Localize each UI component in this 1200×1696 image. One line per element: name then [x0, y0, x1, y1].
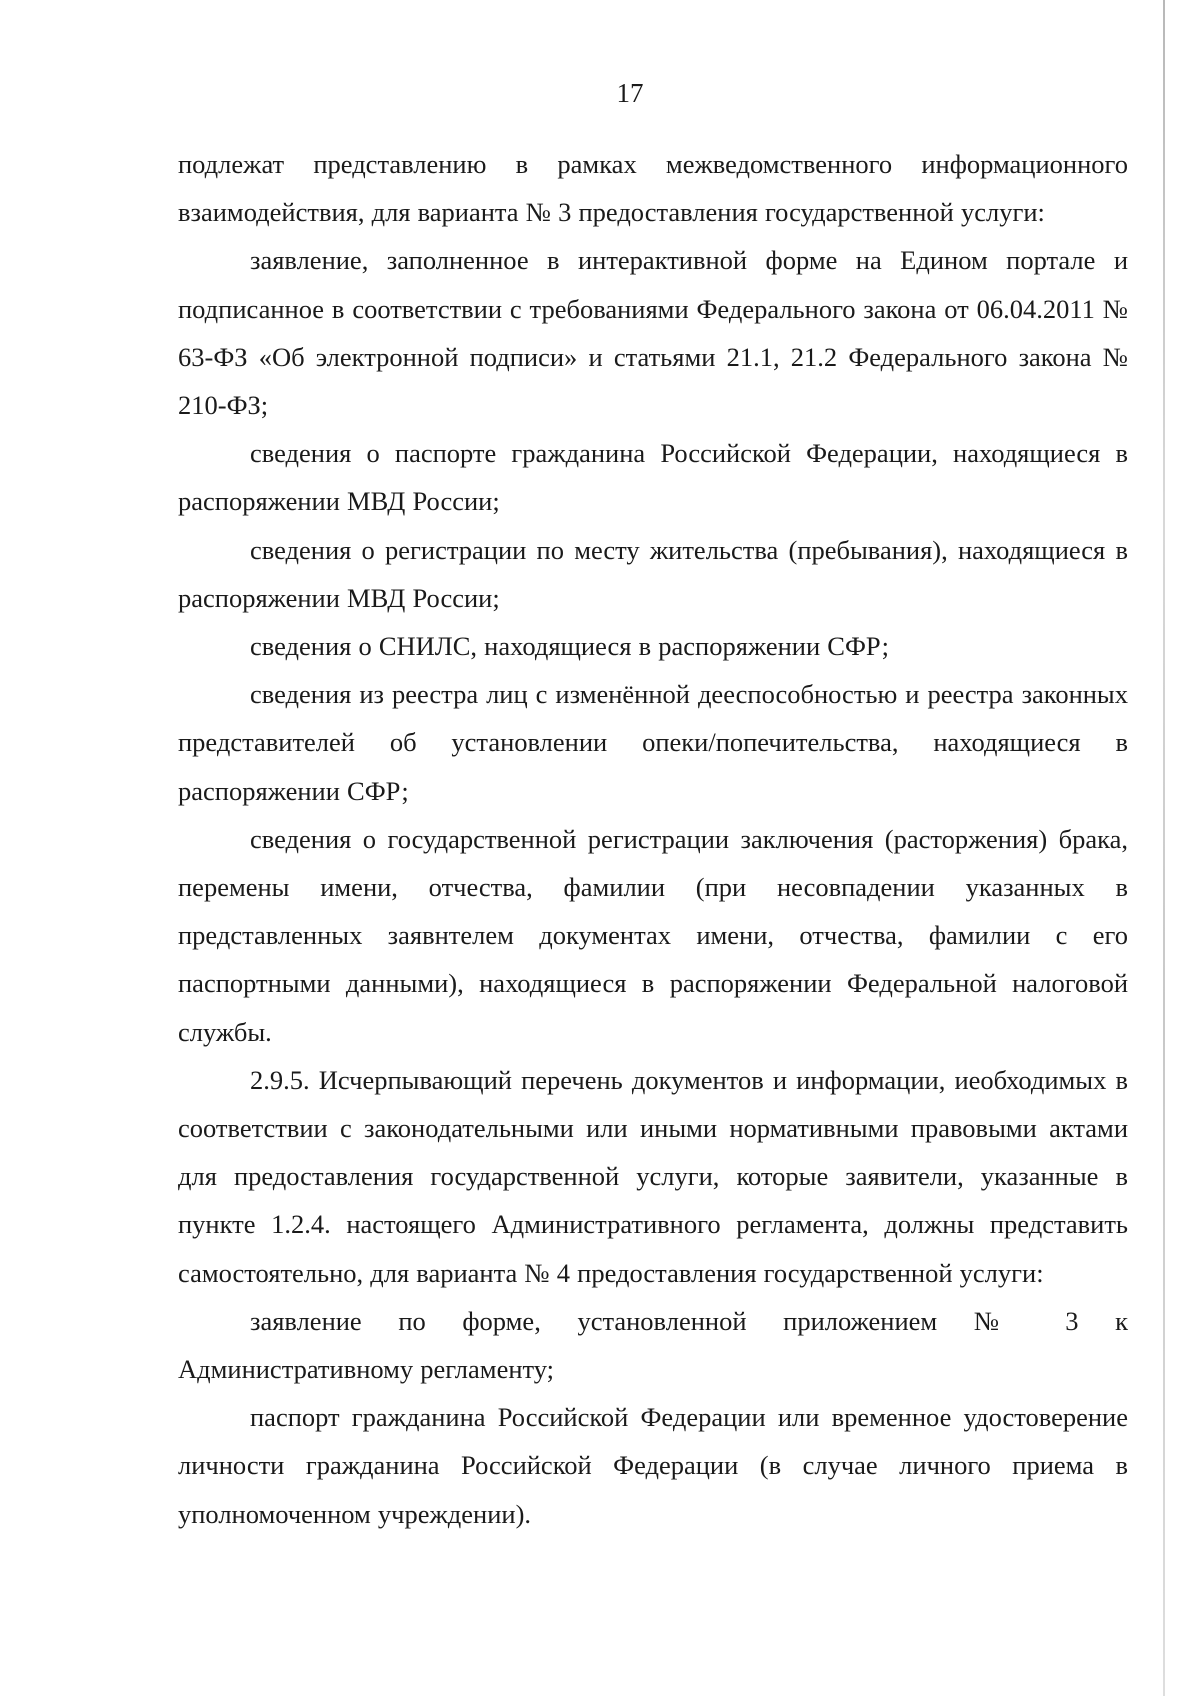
paragraph-6: сведения из реестра лиц с изменённой дееспособностью и реестра законных представителей об установлении опеки/попечительства, находящиеся в распоряжении СФР;	[178, 679, 1128, 806]
paragraph-3: сведения о паспорте гражданина Российской Федерации, находящиеся в распоряжении МВД России;	[178, 438, 1128, 517]
page-number: 17	[616, 78, 644, 108]
scan-edge-line	[1163, 0, 1165, 1696]
document-body	[178, 140, 1128, 1538]
paragraph-5: сведения о СНИЛС, находящиеся в распоряжении СФР;	[250, 631, 889, 662]
paragraph-7: сведения о государственной регистрации заключения (расторжения) брака, перемены имени, отчества, фамилии (при несовпадении указанных в представленных заявнтелем документах имени, отчества, фамилии с его паспортными данными), находящиеся в распоряжении Федеральной налоговой службы.	[178, 823, 1128, 1047]
paragraph-1: подлежат представлению в рамках межведомственного информационного взаимодействия, для варианта № 3 предоставления государственной услуги:	[178, 149, 1128, 228]
paragraph-4: сведения о регистрации по месту жительства (пребывания), находящиеся в распоряжении МВД России;	[178, 534, 1128, 613]
paragraph-9: заявление по форме, установленной приложением № 3 к Административному регламенту;	[178, 1305, 1128, 1385]
paragraph-8: 2.9.5. Исчерпывающий перечень документов и информации, иеобходимых в соответствии с законодательными или иными нормативными правовыми актами для предоставления государственной услуги, которые заявители, указанные в пункте 1.2.4. настоящего Административного регламента, должны представить самостоятельно, для варианта № 4 предоставления государственной услуги:	[178, 1064, 1128, 1288]
paragraph-10: паспорт гражданина Российской Федерации или временное удостоверение личности гражданина Российской Федерации (в случае личного приема в уполномоченном учреждении).	[178, 1402, 1128, 1529]
paragraph-2: заявление, заполненное в интерактивной форме на Едином портале и подписанное в соответствии с требованиями Федерального закона от 06.04.2011 № 63-ФЗ «Об электронной подписи» и статьями 21.1, 21.2 Федерального закона № 210-ФЗ;	[178, 245, 1128, 421]
